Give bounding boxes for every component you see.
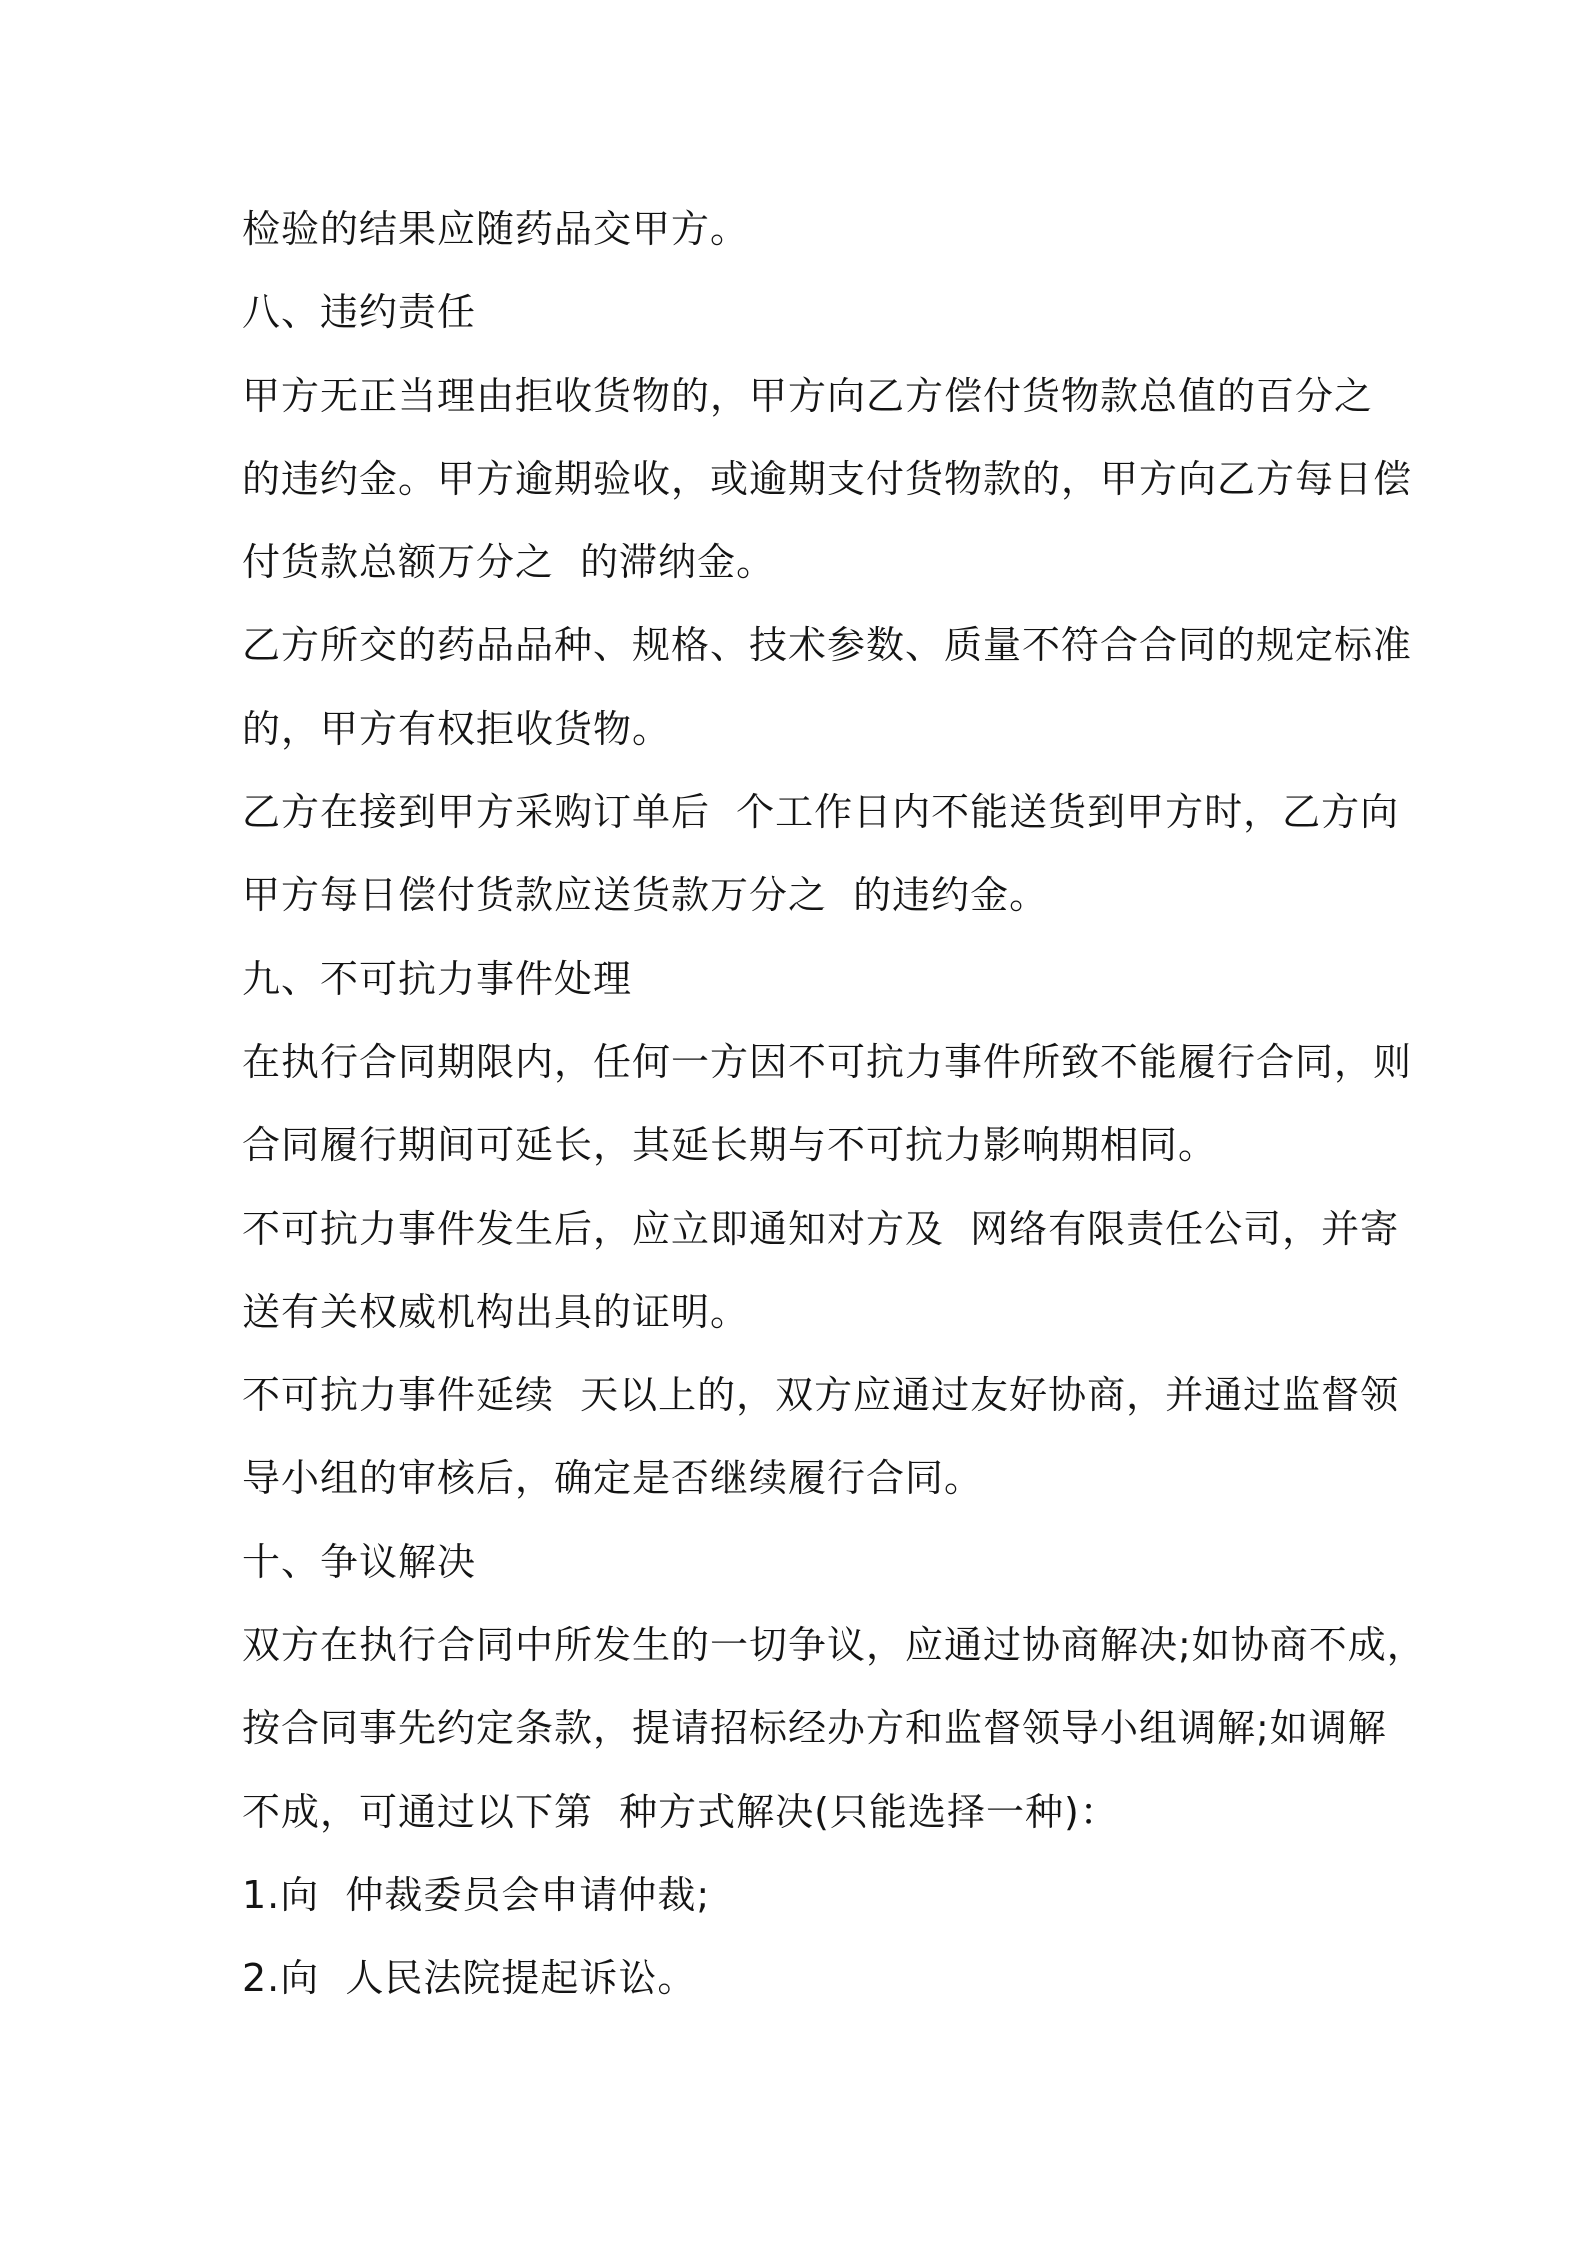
text-line: 的，甲方有权拒收货物。: [242, 706, 672, 751]
text-line: 在执行合同期限内，任何一方因不可抗力事件所致不能履行合同，则: [242, 1039, 1413, 1084]
text-line: 乙方在接到甲方采购订单后 个工作日内不能送货到甲方时，乙方向: [242, 790, 1400, 835]
text-line: 送有关权威机构出具的证明。: [242, 1289, 750, 1334]
text-line: 合同履行期间可延长，其延长期与不可抗力影响期相同。: [242, 1123, 1218, 1168]
list-item: 2.向 人民法院提起诉讼。: [242, 1956, 697, 2001]
text-line: 甲方每日偿付货款应送货款万分之 的违约金。: [242, 873, 1049, 918]
text-line: 双方在执行合同中所发生的一切争议，应通过协商解决;如协商不成，: [242, 1623, 1426, 1668]
section-heading: 八、违约责任: [242, 290, 477, 335]
list-item: 1.向 仲裁委员会申请仲裁;: [242, 1872, 711, 1917]
text-line: 按合同事先约定条款，提请招标经办方和监督领导小组调解;如调解: [242, 1706, 1387, 1751]
text-line: 乙方所交的药品品种、规格、技术参数、质量不符合合同的规定标准: [242, 623, 1413, 668]
text-line: 付货款总额万分之 的滞纳金。: [242, 540, 776, 585]
text-line: 不可抗力事件发生后，应立即通知对方及 网络有限责任公司，并寄: [242, 1206, 1400, 1251]
section-heading: 九、不可抗力事件处理: [242, 956, 633, 1001]
text-line: 的违约金。甲方逾期验收，或逾期支付货物款的，甲方向乙方每日偿: [242, 456, 1413, 501]
section-heading: 十、争议解决: [242, 1539, 477, 1584]
text-line: 不可抗力事件延续 天以上的，双方应通过友好协商，并通过监督领: [242, 1373, 1400, 1418]
document-body: [242, 188, 1426, 2021]
text-line: 检验的结果应随药品交甲方。: [242, 207, 750, 251]
text-line: 甲方无正当理由拒收货物的，甲方向乙方偿付货物款总值的百分之: [242, 373, 1374, 418]
text-line: 导小组的审核后，确定是否继续履行合同。: [242, 1456, 984, 1501]
text-line: 不成，可通过以下第 种方式解决(只能选择一种)：: [242, 1789, 1119, 1834]
